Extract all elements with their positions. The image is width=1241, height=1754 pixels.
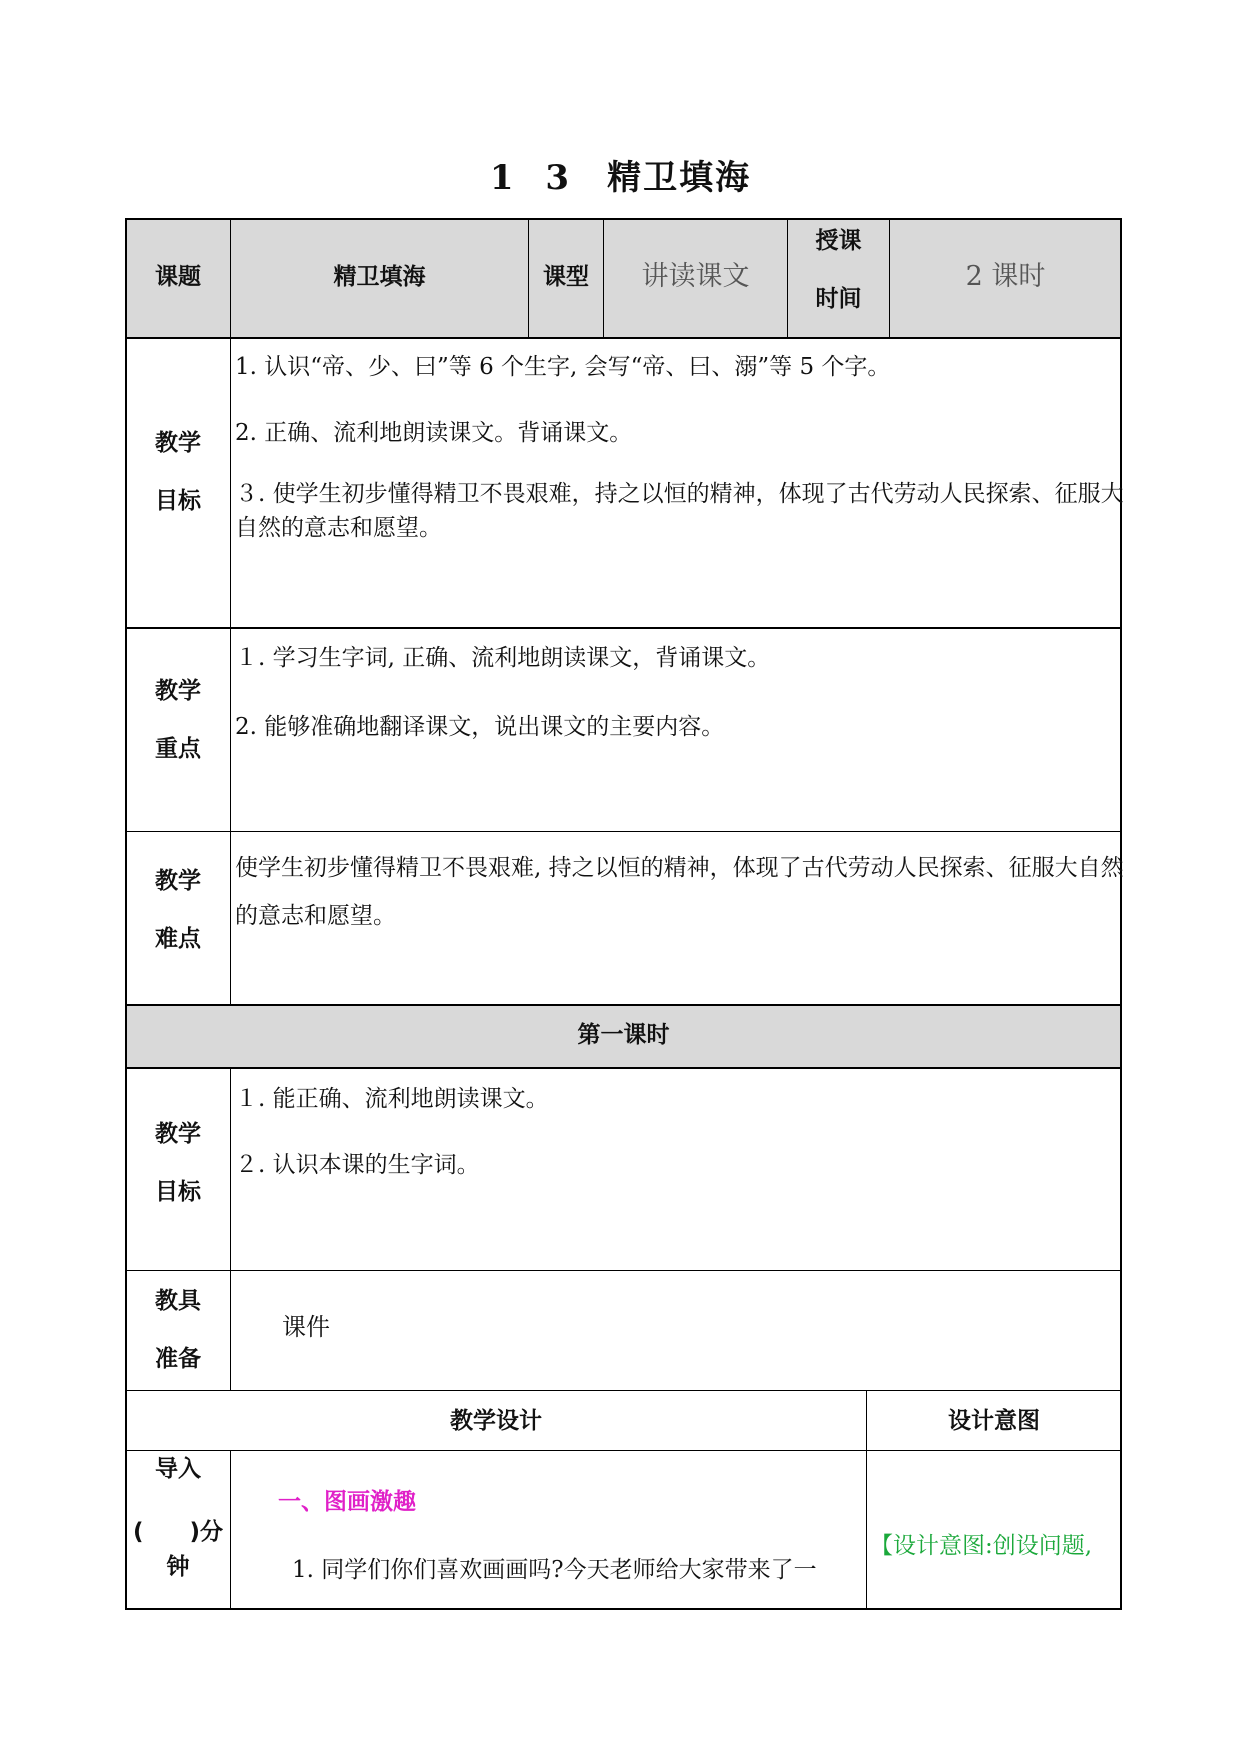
lesson1-objectives-label-2: 目标 [155,1179,201,1205]
difficulties-label-1: 教学 [155,868,201,894]
intro-section-title: 一、图画激趣 [278,1489,416,1515]
lesson-number: 1 3 [489,158,580,198]
time-label-1: 授课 [815,228,862,254]
page-title [0,150,1241,199]
lesson-name: 精卫填海 [607,158,752,198]
keypoints-label-2: 重点 [155,736,201,762]
objectives-label-2: 目标 [155,488,201,514]
intro-line: 1. 同学们你们喜欢画画吗?今天老师给大家带来了一 [292,1557,817,1583]
keypoints-label-1: 教学 [155,678,201,704]
row-divider [125,627,1122,629]
time-value: 2 课时 [965,261,1046,292]
intro-label-1: 导入 [155,1456,201,1482]
type-value: 讲读课文 [641,261,750,292]
objective-item-2: 2. 正确、流利地朗读课文。背诵课文。 [235,420,633,446]
difficulties-text: 使学生初步懂得精卫不畏艰难, 持之以恒的精神，体现了古代劳动人民探索、征服大自然的意志和愿望。 [235,855,1124,929]
design-header-right: 设计意图 [948,1408,1040,1434]
keypoint-item-2: 2. 能够准确地翻译课文，说出课文的主要内容。 [235,714,725,740]
type-label: 课型 [543,264,589,290]
topic-label: 课题 [155,264,201,290]
tools-value: 课件 [282,1313,330,1341]
row-divider [125,831,1122,832]
row-divider [125,1067,1122,1069]
intro-label-3: 钟 [166,1554,190,1580]
lesson1-objective-item-1: １. 能正确、流利地朗读课文。 [235,1086,549,1112]
lesson1-objective-item-2: ２. 认识本课的生字词。 [235,1152,480,1178]
tools-label-1: 教具 [155,1288,201,1314]
keypoint-item-1: １. 学习生字词, 正确、流利地朗读课文，背诵课文。 [235,645,771,671]
objective-item-3: ３. 使学生初步懂得精卫不畏艰难，持之以恒的精神，体现了古代劳动人民探索、征服大自然的意志和愿望。 [235,481,1124,541]
design-header-left: 教学设计 [450,1408,542,1434]
col-divider [230,218,231,1004]
row-divider [125,1270,1122,1271]
intro-intent: 【设计意图:创设问题, [870,1533,1093,1559]
time-label-2: 时间 [815,286,862,312]
difficulties-label-2: 难点 [155,926,201,952]
lesson1-title: 第一课时 [577,1022,670,1048]
topic-value: 精卫填海 [333,264,426,290]
row-divider [125,1450,1122,1451]
row-divider [125,1390,1122,1391]
intro-label-2: ( )分 [132,1519,224,1545]
tools-label-2: 准备 [155,1346,201,1372]
objective-item-1: 1. 认识“帝、少、曰”等 6 个生字, 会写“帝、曰、溺”等 5 个字。 [235,354,891,380]
col-divider [230,1451,231,1609]
row-divider [125,337,1122,339]
col-divider [230,1068,231,1390]
lesson1-objectives-label-1: 教学 [155,1121,201,1147]
objectives-label-1: 教学 [155,430,201,456]
